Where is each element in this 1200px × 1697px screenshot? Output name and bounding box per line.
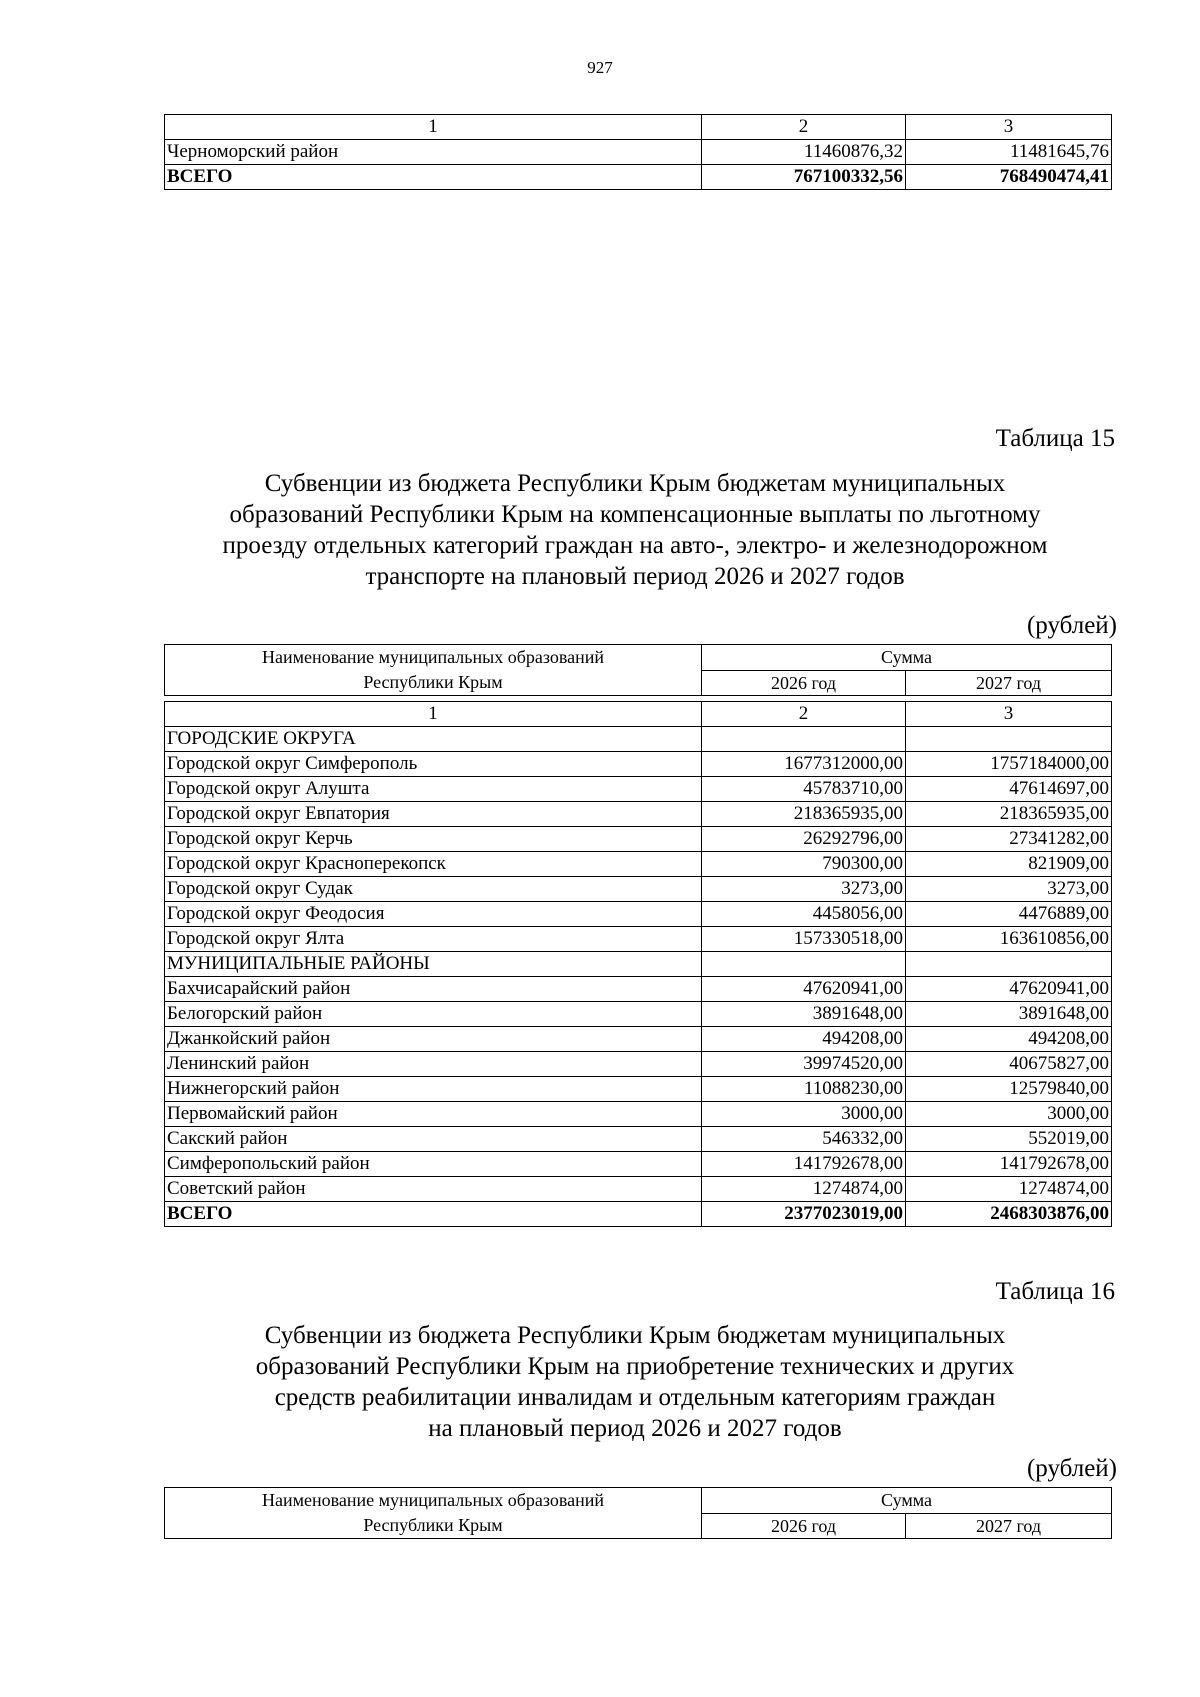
row-2026-cell: 4458056,00 [702,902,906,927]
table15-rows [165,702,1112,1227]
row-2026-cell: 494208,00 [702,1027,906,1052]
row-2026-cell: 3891648,00 [702,1002,906,1027]
total-row [165,1202,1112,1227]
table16-header [164,1487,1112,1539]
row-2026-cell: 3273,00 [702,877,906,902]
row-name-cell: Белогорский район [165,1002,702,1027]
row-2026-cell: 1677312000,00 [702,752,906,777]
row-name-cell: Симферопольский район [165,1152,702,1177]
table-row [165,827,1112,852]
row-2027-cell: 47614697,00 [906,777,1112,802]
col-number-3: 3 [906,115,1112,140]
table-row [165,1077,1112,1102]
table-row [165,1027,1112,1052]
row-name-cell: ГОРОДСКИЕ ОКРУГА [165,727,702,752]
name-header-line2: Республики Крым [363,1515,503,1535]
col-number-1: 1 [165,115,702,140]
col-number-2: 2 [702,702,906,727]
row-name-cell: Городской округ Ялта [165,927,702,952]
row-2027-cell: 1757184000,00 [906,752,1112,777]
name-header-line1: Наименование муниципальных образований [261,647,605,667]
table-row [165,777,1112,802]
table16-title [150,1320,1120,1444]
row-2026-cell: 2377023019,00 [702,1202,906,1227]
table15-sum-header: Сумма [702,645,1112,671]
row-2027-cell: 4476889,00 [906,902,1112,927]
table-row [165,1127,1112,1152]
table16-unit: (рублей) [1026,1455,1117,1482]
column-number-row [165,702,1112,727]
row-2027-cell: 494208,00 [906,1027,1112,1052]
row-2027-cell: 40675827,00 [906,1052,1112,1077]
row-2026-cell: 141792678,00 [702,1152,906,1177]
row-name-cell: Городской округ Евпатория [165,802,702,827]
row-2027-cell [906,727,1112,752]
row-2027-cell: 163610856,00 [906,927,1112,952]
top-table [164,114,1112,190]
table15-2027-header: 2027 год [906,670,1112,696]
table16-title-line: образований Республики Крым на приобретение технических и других [255,1353,1015,1380]
table-row [165,877,1112,902]
row-name-cell: Джанкойский район [165,1027,702,1052]
col-number-3: 3 [906,702,1112,727]
col-number-1: 1 [165,702,702,727]
total-row [165,165,1112,190]
row-2027-cell: 2468303876,00 [906,1202,1112,1227]
row-2026-cell: 157330518,00 [702,927,906,952]
table16-title-line: Субвенции из бюджета Республики Крым бюджетам муниципальных [264,1322,1006,1349]
row-2027-cell: 12579840,00 [906,1077,1112,1102]
table15-name-header [165,645,702,696]
row-name-cell: Городской округ Красноперекопск [165,852,702,877]
row-2027-cell: 218365935,00 [906,802,1112,827]
row-2027-cell: 552019,00 [906,1127,1112,1152]
row-2027-cell: 47620941,00 [906,977,1112,1002]
row-name-cell: Городской округ Симферополь [165,752,702,777]
page-number: 927 [587,58,613,77]
row-2026-cell: 767100332,56 [702,165,906,190]
row-name-cell: Первомайский район [165,1102,702,1127]
row-name-cell: ВСЕГО [165,1202,702,1227]
table-row [165,977,1112,1002]
row-name-cell: Городской округ Судак [165,877,702,902]
table15-title-line: образований Республики Крым на компенсационные выплаты по льготному [229,501,1041,528]
row-2027-cell: 1274874,00 [906,1177,1112,1202]
row-name-cell: МУНИЦИПАЛЬНЫЕ РАЙОНЫ [165,952,702,977]
row-name-cell: Черноморский район [165,140,702,165]
table15-body [164,701,1112,1227]
table-row [165,902,1112,927]
table-row [165,752,1112,777]
row-2026-cell: 790300,00 [702,852,906,877]
name-header-line2: Республики Крым [363,672,503,692]
table16-title-line: средств реабилитации инвалидам и отдельным категориям граждан [274,1384,996,1411]
row-2026-cell: 3000,00 [702,1102,906,1127]
row-name-cell: Нижнегорский район [165,1077,702,1102]
table16-title-line: на плановый период 2026 и 2027 годов [428,1415,842,1442]
table-row [165,952,1112,977]
row-2027-cell: 11481645,76 [906,140,1112,165]
row-2026-cell: 39974520,00 [702,1052,906,1077]
row-2026-cell: 45783710,00 [702,777,906,802]
row-name-cell: Городской округ Алушта [165,777,702,802]
table-row [165,852,1112,877]
row-2026-cell: 26292796,00 [702,827,906,852]
table15-label: Таблица 15 [995,425,1115,452]
row-2027-cell: 768490474,41 [906,165,1112,190]
row-2027-cell [906,952,1112,977]
table-row [165,927,1112,952]
table16-2027-header: 2027 год [906,1513,1112,1539]
row-2026-cell [702,952,906,977]
row-name-cell: Бахчисарайский район [165,977,702,1002]
row-name-cell: ВСЕГО [165,165,702,190]
row-name-cell: Городской округ Феодосия [165,902,702,927]
row-2027-cell: 3891648,00 [906,1002,1112,1027]
table16-2026-header: 2026 год [702,1513,906,1539]
table-row [165,802,1112,827]
row-2027-cell: 3000,00 [906,1102,1112,1127]
table15-title-line: Субвенции из бюджета Республики Крым бюджетам муниципальных [264,470,1006,497]
table15-header [164,644,1112,696]
table-row [165,1002,1112,1027]
table-row [165,1152,1112,1177]
row-2026-cell: 11460876,32 [702,140,906,165]
row-2027-cell: 141792678,00 [906,1152,1112,1177]
table-row [165,1102,1112,1127]
table15-title-line: проезду отдельных категорий граждан на авто-, электро- и железнодорожном [222,532,1048,559]
row-2026-cell: 47620941,00 [702,977,906,1002]
table-row [165,1177,1112,1202]
row-name-cell: Ленинский район [165,1052,702,1077]
table16-name-header [165,1488,702,1539]
table-row [165,1052,1112,1077]
table-row [165,727,1112,752]
row-name-cell: Сакский район [165,1127,702,1152]
table15-title-line: транспорте на плановый период 2026 и 2027 годов [365,563,905,590]
table16-label: Таблица 16 [995,1278,1115,1305]
column-number-row [165,115,1112,140]
col-number-2: 2 [702,115,906,140]
table16-sum-header: Сумма [702,1488,1112,1514]
row-2026-cell: 218365935,00 [702,802,906,827]
row-2026-cell: 546332,00 [702,1127,906,1152]
table-row [165,140,1112,165]
table15-unit: (рублей) [1026,612,1117,639]
row-2026-cell: 11088230,00 [702,1077,906,1102]
row-2027-cell: 27341282,00 [906,827,1112,852]
name-header-line1: Наименование муниципальных образований [261,1490,605,1510]
row-name-cell: Городской округ Керчь [165,827,702,852]
row-2027-cell: 3273,00 [906,877,1112,902]
top-table-body [165,115,1112,190]
table15-title [150,468,1120,592]
row-name-cell: Советский район [165,1177,702,1202]
row-2026-cell [702,727,906,752]
row-2027-cell: 821909,00 [906,852,1112,877]
table15-2026-header: 2026 год [702,670,906,696]
row-2026-cell: 1274874,00 [702,1177,906,1202]
